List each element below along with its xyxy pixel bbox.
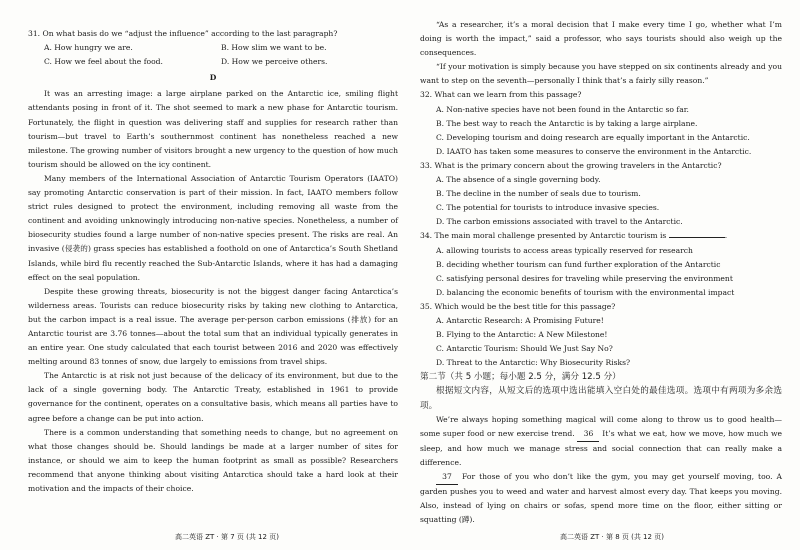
q32-option-c: C. Developing tourism and doing research are equally important in the Antarctic. (436, 132, 750, 142)
q34-option-a: A. allowing tourists to access areas typically reserved for research (436, 245, 693, 255)
q34-answer-blank (669, 237, 725, 238)
q31-stem: 31. On what basis do we “adjust the influence” according to the last paragraph? (28, 29, 338, 38)
passage-paragraph: Despite these growing threats, biosecurity is not the biggest danger facing Antarctica’s wilderness areas. Tourists can reduce biosecurity risks by taking new clothing to Antarctica, but the carbon impact is a real issue. The average per-person carbon emissions (排放) for an Antarctic tourist are 3.76 tonnes—about the total sum that an individual typically generates in an entire year. One study calculated that each tourist between 2016 and 2020 was effectively melting around 83 tonnes of snow, due largely to emissions from travel ships. (28, 286, 398, 367)
q32-option-b: B. The best way to reach the Antarctic is by taking a large airplane. (436, 118, 698, 128)
q31-option-a: A. How hungry we are. (44, 43, 133, 53)
passage-paragraph: “As a researcher, it’s a moral decision that I make every time I go, whether what I’m doing is worth the impact,” said a professor, who says tourists should also weigh up the consequences. (420, 20, 782, 58)
page-footer-right: 高二英语 ZT · 第 8 页 (共 12 页) (560, 533, 664, 541)
q31-option-c: C. How we feel about the food. (44, 57, 163, 67)
passage-paragraph: “If your motivation is simply because you have stepped on six continents already and you want to step on the seventh—personally I think that’s a fairly silly reason.” (420, 62, 782, 86)
cloze-text: For those of you who don’t like the gym, you may get yourself moving, too. A garden pushes you to weed and water and harvest almost every day. That keeps you moving. Also, instead of lying on chairs or sofas, spend more time on the floor, either sitting or squatting (蹲). (420, 472, 782, 525)
q32-option-a: A. Non-native species have not been found in the Antarctic so far. (436, 104, 689, 114)
right-column (420, 18, 782, 527)
cloze-paragraph-1 (420, 413, 782, 470)
q31-option-b: B. How slim we want to be. (221, 43, 327, 53)
left-column (28, 27, 398, 496)
q34-option-b: B. deciding whether tourism can fund further exploration of the Antarctic (436, 259, 721, 269)
q33-option-c: C. The potential for tourists to introduce invasive species. (436, 203, 660, 213)
q34-option-c: C. satisfying personal desires for traveling while preserving the environment (436, 273, 733, 283)
q33-option-b: B. The decline in the number of seals due to tourism. (436, 189, 641, 199)
cloze-paragraph-2 (420, 470, 782, 527)
q35-option-b: B. Flying to the Antarctic: A New Milestone! (436, 330, 608, 340)
q35-stem: 35. Which would be the best title for this passage? (420, 301, 616, 311)
passage-label: D (209, 73, 217, 83)
q33-option-d: D. The carbon emissions associated with travel to the Antarctic. (436, 217, 683, 227)
passage-paragraph: Many members of the International Association of Antarctic Tourism Operators (IAATO) say promoting Antarctic conservation is part of their mission. In fact, IAATO members follow strict rules designed to protect the environment, including removing all waste from the continent and avoiding unknowingly introducing non-native species. Nonetheless, a number of biosecurity studies found a large number of non-native species present. The risks are real. An invasive (侵袭的) grass species has established a foothold on one of Antarctica’s South Shetland Islands, while bird flu recently reached the Sub-Antarctic Islands, where it has had a damaging effect on the seal population. (28, 173, 398, 282)
cloze-text: It’s what we eat, how we move, how much we sleep, and how much we manage stress and social connection that can really make a difference. (420, 428, 782, 467)
q31-options (44, 41, 398, 69)
q35-option-d: D. Threat to the Antarctic: Why Biosecurity Risks? (436, 358, 631, 368)
page-footer-left: 高二英语 ZT · 第 7 页 (共 12 页) (175, 533, 279, 541)
passage-paragraph: There is a common understanding that something needs to change, but no agreement on what those changes should be. Should landings be made at a larger number of sites for instance, or should we aim to keep the human footprint as small as possible? Researchers recommend that anyone thinking about visiting Antarctica should take a hard look at their motivation and the impacts of their choice. (28, 427, 398, 493)
q33-stem: 33. What is the primary concern about the growing travelers in the Antarctic? (420, 160, 722, 170)
blank-37: 37 (436, 470, 458, 485)
q33-option-a: A. The absence of a single governing body. (436, 175, 601, 185)
blank-36: 36 (577, 427, 599, 442)
q34-line: 34. The main moral challenge presented by Antarctic tourism is . (420, 231, 728, 241)
q32-stem: 32. What can we learn from this passage? (420, 90, 582, 100)
q35-option-c: C. Antarctic Tourism: Should We Just Say No? (436, 344, 613, 354)
q32-option-d: D. IAATO has taken some measures to conserve the environment in the Antarctic. (436, 146, 752, 156)
q34-option-d: D. balancing the economic benefits of tourism with the environmental impact (436, 287, 735, 297)
passage-paragraph: It was an arresting image: a large airplane parked on the Antarctic ice, smiling flight attendants posing in front of it. The shot seemed to mark a new phase for Antarctic tourism. Fortunately, the flight in question was delivering staff and supplies for research rather than tourism—but travel to Earth’s southernmost continent has nonetheless reached a new milestone. The growing number of visitors brought a new urgency to the question of how much tourism should be allowed on the icy continent. (28, 89, 398, 169)
section2-heading: 第二节（共 5 小题；每小题 2.5 分，满分 12.5 分） (420, 372, 621, 383)
section2-instructions: 根据短文内容，从短文后的选项中选出能填入空白处的最佳选项。选项中有两项为多余选项。 (420, 386, 782, 411)
cloze-text: We’re always hoping something magical will come along to throw us to good health—some super food or new exercise trend. (420, 414, 782, 438)
q31-option-d: D. How we perceive others. (221, 57, 328, 67)
passage-paragraph: The Antarctic is at risk not just because of the delicacy of its environment, but due to the lack of a single governing body. The Antarctic Treaty, established in 1961 to provide governance for the continent, operates on a consultative basis, which means all parties have to agree before a change can be put into action. (28, 371, 398, 423)
q34-stem: 34. The main moral challenge presented by Antarctic tourism is (420, 231, 667, 241)
q35-option-a: A. Antarctic Research: A Promising Future! (436, 315, 604, 325)
